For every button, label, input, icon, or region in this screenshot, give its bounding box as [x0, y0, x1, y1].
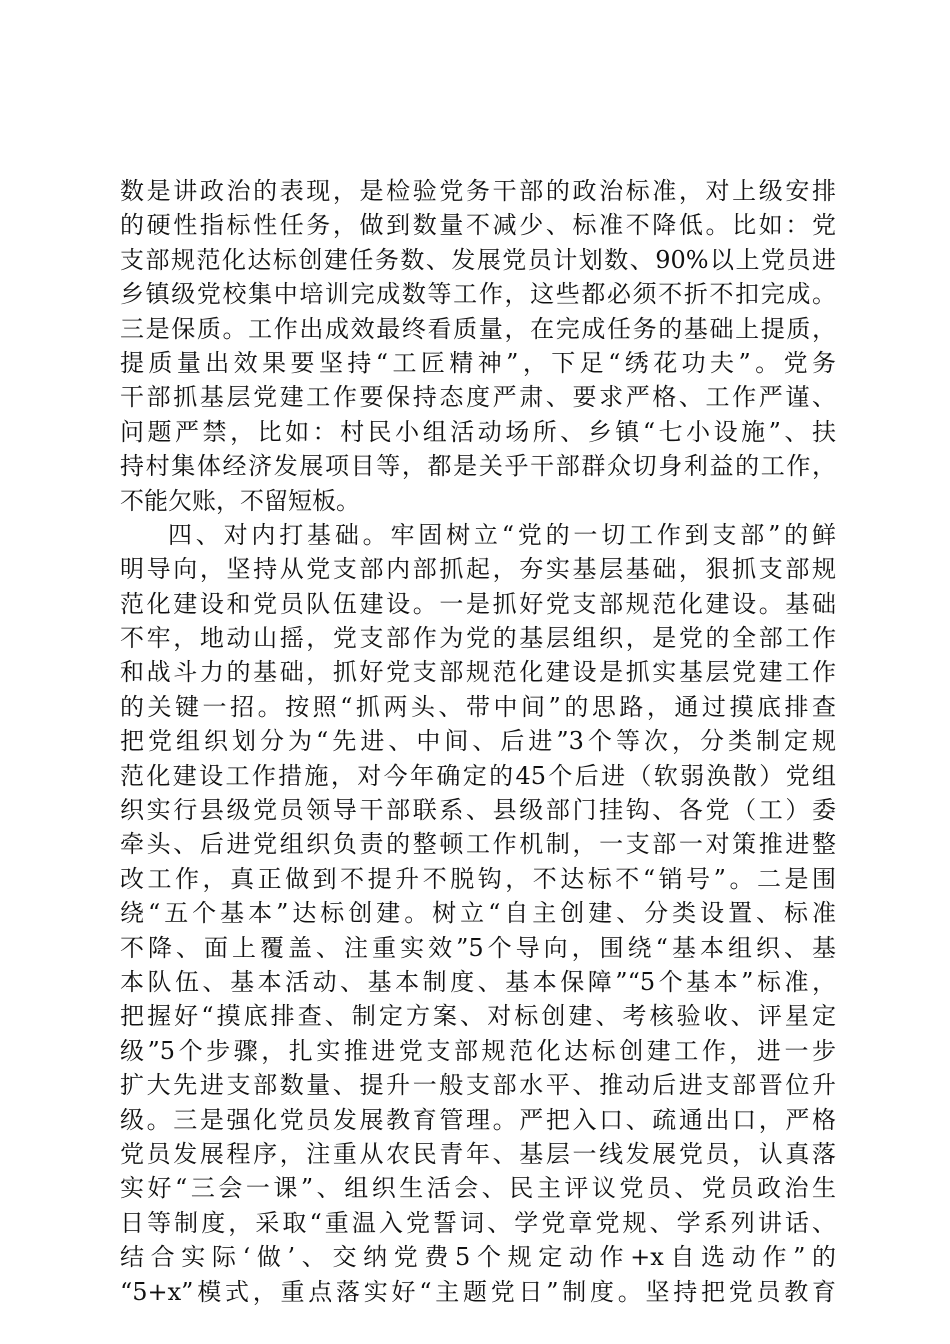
text-line: 持村集体经济发展项目等，都是关乎干部群众切身利益的工作，	[120, 452, 836, 481]
text-line: 日等制度，采取“重温入党誓词、学党章党规、学系列讲话、	[120, 1208, 836, 1237]
text-line: 问题严禁，比如：村民小组活动场所、乡镇“七小设施”、扶	[120, 417, 836, 446]
text-line: 不牢，地动山摇，党支部作为党的基层组织，是党的全部工作	[120, 624, 836, 653]
text-line: 三是保质。工作出成效最终看质量，在完成任务的基础上提质，	[120, 314, 836, 343]
text-line: 结合实际‘做’、交纳党费5个规定动作+x自选动作”的	[120, 1243, 836, 1272]
text-line: 不降、面上覆盖、注重实效”5个导向，围绕“基本组织、基	[120, 933, 836, 962]
text-line: 扩大先进支部数量、提升一般支部水平、推动后进支部晋位升	[120, 1071, 836, 1100]
text-line: 级。三是强化党员发展教育管理。严把入口、疏通出口，严格	[120, 1105, 836, 1134]
text-line: 不能欠账，不留短板。	[120, 486, 360, 515]
text-line: 织实行县级党员领导干部联系、县级部门挂钩、各党（工）委	[120, 796, 836, 825]
text-line: 绕“五个基本”达标创建。树立“自主创建、分类设置、标准	[120, 899, 836, 928]
text-line: 明导向，坚持从党支部内部抓起，夯实基层基础，狠抓支部规	[120, 555, 836, 584]
text-line: 的关键一招。按照“抓两头、带中间”的思路，通过摸底排查	[120, 692, 836, 721]
text-line: 提质量出效果要坚持“工匠精神”，下足“绣花功夫”。党务	[120, 348, 836, 377]
text-line: 改工作，真正做到不提升不脱钩，不达标不“销号”。二是围	[120, 864, 836, 893]
text-line: 乡镇级党校集中培训完成数等工作，这些都必须不折不扣完成。	[120, 280, 836, 309]
text-line: “5+x”模式，重点落实好“主题党日”制度。坚持把党员教育	[120, 1277, 836, 1306]
section-heading-line: 四、对内打基础。牢固树立“党的一切工作到支部”的鲜	[168, 520, 836, 549]
text-line: 把党组织划分为“先进、中间、后进”3个等次，分类制定规	[120, 727, 836, 756]
text-line: 干部抓基层党建工作要保持态度严肃、要求严格、工作严谨、	[120, 383, 836, 412]
text-line: 党员发展程序，注重从农民青年、基层一线发展党员，认真落	[120, 1139, 836, 1168]
document-body	[120, 174, 836, 1309]
text-line: 支部规范化达标创建任务数、发展党员计划数、90%以上党员进	[120, 245, 836, 274]
text-line: 把握好“摸底排查、制定方案、对标创建、考核验收、评星定	[120, 1002, 836, 1031]
text-line: 和战斗力的基础，抓好党支部规范化建设是抓实基层党建工作	[120, 658, 836, 687]
text-line: 牵头、后进党组织负责的整顿工作机制，一支部一对策推进整	[120, 830, 836, 859]
text-line: 本队伍、基本活动、基本制度、基本保障”“5个基本”标准，	[120, 967, 836, 996]
text-line: 范化建设工作措施，对今年确定的45个后进（软弱涣散）党组	[120, 761, 836, 790]
text-line: 实好“三会一课”、组织生活会、民主评议党员、党员政治生	[120, 1174, 836, 1203]
text-line: 范化建设和党员队伍建设。一是抓好党支部规范化建设。基础	[120, 589, 836, 618]
text-line: 数是讲政治的表现，是检验党务干部的政治标准，对上级安排	[120, 177, 836, 205]
text-line: 的硬性指标性任务，做到数量不减少、标准不降低。比如：党	[120, 211, 836, 240]
text-line: 级”5个步骤，扎实推进党支部规范化达标创建工作，进一步	[120, 1036, 836, 1065]
